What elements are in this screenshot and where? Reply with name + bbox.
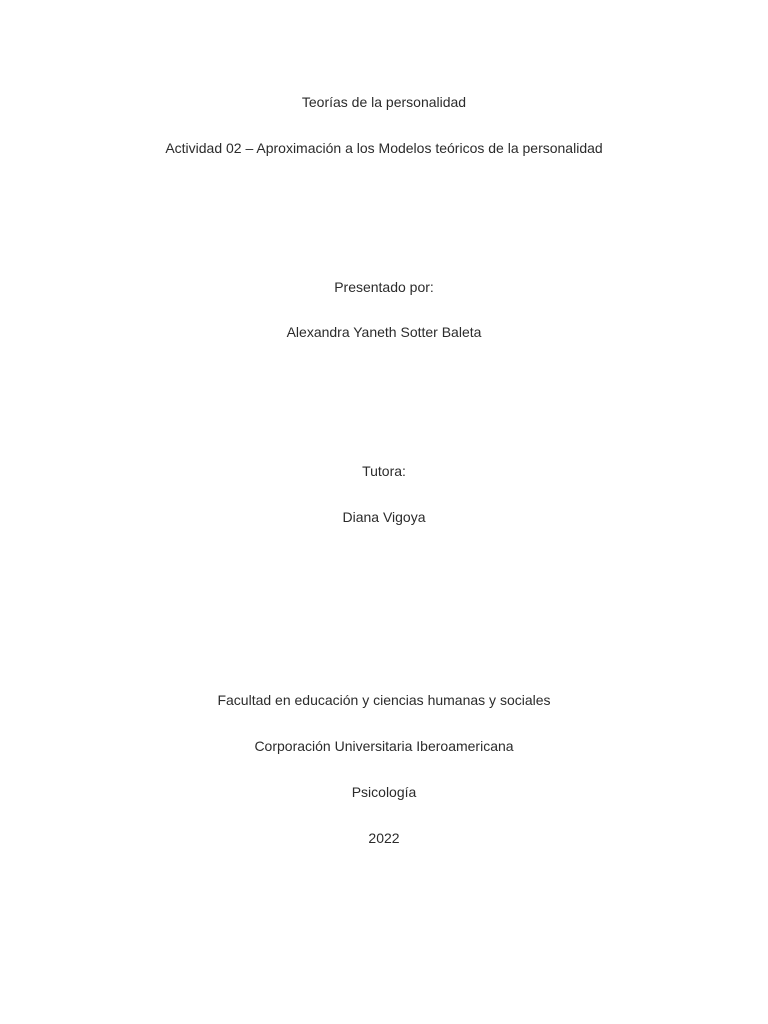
tutor-name: Diana Vigoya	[342, 509, 426, 525]
presented-by-label: Presentado por:	[334, 279, 434, 295]
course-title: Teorías de la personalidad	[301, 94, 467, 110]
faculty-name: Facultad en educación y ciencias humanas y sociales	[217, 692, 551, 708]
tutor-label: Tutora:	[362, 463, 406, 479]
institution-name: Corporación Universitaria Iberoamericana	[254, 738, 514, 754]
author-name: Alexandra Yaneth Sotter Baleta	[286, 324, 482, 340]
activity-title: Actividad 02 – Aproximación a los Modelos teóricos de la personalidad	[165, 140, 603, 156]
program-name: Psicología	[351, 784, 417, 800]
year: 2022	[368, 830, 400, 846]
